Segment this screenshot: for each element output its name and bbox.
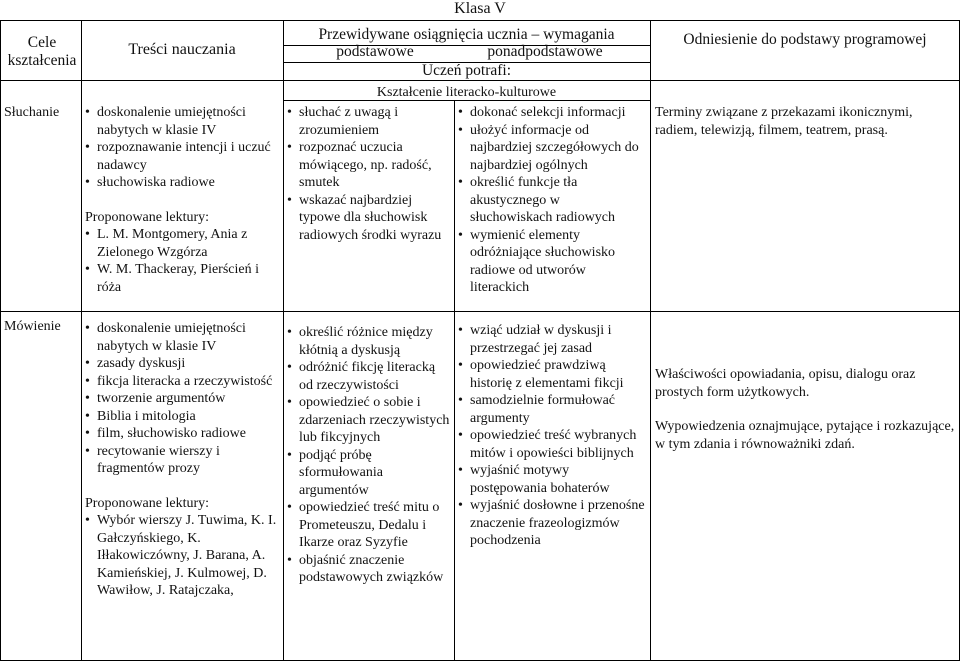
list-item: • doskonalenie umiejętności nabytych w klasie IV: [85, 320, 280, 355]
col-line-3: [454, 100, 455, 661]
row2-cel: Mówienie: [4, 319, 61, 334]
row2-ponadpodstawowe: [458, 322, 648, 550]
header-tresci: Treści nauczania: [128, 41, 236, 58]
list-item: • samodzielnie formułować argumenty: [458, 392, 648, 427]
row1-cel: Słuchanie: [4, 105, 60, 120]
row2-podstawowe: [287, 324, 451, 587]
col-line-2: [283, 20, 284, 661]
odniesienie-text: Terminy związane z przekazami ikonicznymi, radiem, telewizją, filmem, teatrem, prasą.: [655, 105, 913, 138]
list-item: • Wybór wierszy J. Tuwima, K. I. Gałczyńskiego, K. Iłłakowiczówny, J. Barana, A. Kamieńskiej, J. Kulmowej, D. Wawiłow, J. Ratajczaka,: [85, 512, 280, 600]
list-item: • rozpoznać uczucia mówiącego, np. radość, smutek: [287, 139, 451, 192]
list-item: • Biblia i mitologia: [85, 408, 280, 426]
list-item: • fikcja literacka a rzeczywistość: [85, 373, 280, 391]
list-item: • opowiedzieć treść mitu o Prometeuszu, Dedalu i Ikarze oraz Syzyfie: [287, 499, 451, 552]
col-line-4: [650, 20, 651, 661]
list-item: • recytowanie wierszy i fragmentów prozy: [85, 443, 280, 478]
list-item: • wziąć udział w dyskusji i przestrzegać jej zasad: [458, 322, 648, 357]
lektury-label: Proponowane lektury:: [85, 209, 210, 225]
odniesienie-text: Właściwości opowiadania, opisu, dialogu oraz prostych form użytkowych.: [655, 367, 916, 400]
row1-odniesienie: [655, 104, 955, 139]
page-title: Klasa V: [454, 0, 506, 17]
odniesienie-text: Wypowiedzenia oznajmujące, pytające i rozkazujące, w tym zdania i równoważniki zdań.: [655, 419, 955, 452]
list-item: • L. M. Montgomery, Ania z Zielonego Wzgórza: [85, 226, 280, 261]
lektury-label: Proponowane lektury:: [85, 495, 210, 511]
list-item: • W. M. Thackeray, Pierścień i róża: [85, 261, 280, 296]
header-odniesienie: Odniesienie do podstawy programowej: [683, 31, 927, 48]
list-item: • wyjaśnić motywy postępowania bohaterów: [458, 462, 648, 497]
row2-odniesienie: [655, 366, 955, 453]
list-item: • tworzenie argumentów: [85, 390, 280, 408]
list-item: • rozpoznawanie intencji i uczuć nadawcy: [85, 139, 280, 174]
table-border-top: [0, 20, 960, 21]
row1-ponadpodstawowe: [458, 104, 644, 297]
header-osiagniecia: Przewidywane osiągnięcia ucznia – wymagania: [318, 26, 615, 43]
list-item: • wymienić elementy odróżniające słuchowisko radiowe od utworów literackich: [458, 227, 644, 297]
header-podstawowe: podstawowe: [336, 43, 414, 60]
list-item: • słuchowiska radiowe: [85, 174, 280, 192]
section-label: Kształcenie literacko-kulturowe: [376, 85, 557, 100]
list-item: • podjąć próbę sformułowania argumentów: [287, 447, 451, 500]
col-line-1: [81, 20, 82, 661]
list-item: • słuchać z uwagą i zrozumieniem: [287, 104, 451, 139]
header-uczen: Uczeń potrafi:: [421, 62, 512, 79]
list-item: • opowiedzieć treść wybranych mitów i opowieści biblijnych: [458, 427, 648, 462]
col-line-0: [0, 20, 1, 661]
list-item: • opowiedzieć o sobie i zdarzeniach rzeczywistych lub fikcyjnych: [287, 394, 451, 447]
list-item: • objaśnić znaczenie podstawowych związków: [287, 552, 451, 587]
list-item: • dokonać selekcji informacji: [458, 104, 644, 122]
header-cele: Cele kształcenia: [7, 34, 77, 69]
list-item: • doskonalenie umiejętności nabytych w klasie IV: [85, 104, 280, 139]
list-item: • zasady dyskusji: [85, 355, 280, 373]
list-item: • film, słuchowisko radiowe: [85, 425, 280, 443]
header-bottom-line: [0, 80, 960, 81]
row1-podstawowe: [287, 104, 451, 244]
list-item: • odróżnić fikcję literacką od rzeczywistości: [287, 359, 451, 394]
header-ponadpodstawowe: ponadpodstawowe: [487, 43, 603, 60]
list-item: • określić różnice między kłótnią a dyskusją: [287, 324, 451, 359]
list-item: • wyjaśnić dosłowne i przenośne znaczenie frazeologizmów pochodzenia: [458, 497, 648, 550]
row2-tresci: [85, 320, 280, 600]
list-item: • opowiedzieć prawdziwą historię z elementami fikcji: [458, 357, 648, 392]
row1-tresci: [85, 104, 280, 296]
list-item: • wskazać najbardziej typowe dla słuchowisk radiowych środki wyrazu: [287, 192, 451, 245]
row-divider: [0, 311, 960, 312]
list-item: • określić funkcje tła akustycznego w słuchowiskach radiowych: [458, 174, 644, 227]
list-item: • ułożyć informacje od najbardziej szczegółowych do najbardziej ogólnych: [458, 122, 644, 175]
